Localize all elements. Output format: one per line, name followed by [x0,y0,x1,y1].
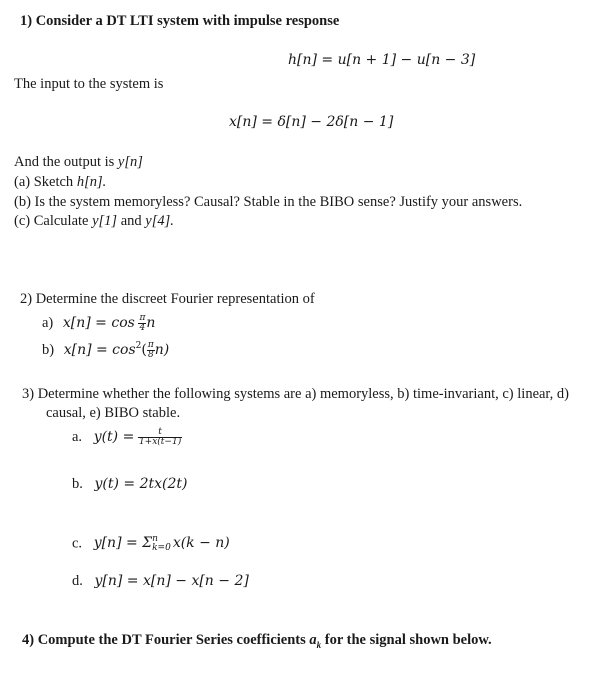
part-3a-fraction [138,428,182,447]
part-1c-var2: y[4]. [145,213,174,229]
problem-1-heading: 1) Consider a DT LTI system with impulse response [20,13,340,29]
problem-3-heading-line1: 3) Determine whether the following systems are a) memoryless, b) time-invariant, c) linear, d) [22,386,570,402]
part-1a-prefix: (a) Sketch [14,174,77,190]
part-2b-open-paren: ( [141,341,147,358]
part-2a-label: a) [42,314,54,331]
output-line [14,154,143,171]
part-2b-lhs: x[n] = cos [63,341,136,358]
part-3d [72,573,249,590]
part-2b-exponent: 2 [135,341,142,351]
part-3a [72,428,182,447]
part-2a-numerator: π [139,313,146,323]
input-equation: x[n] = δ[n] − 2δ[n − 1] [229,114,394,130]
part-2a-lhs: x[n] = cos [62,314,135,331]
part-2a-denominator: 4 [139,323,146,333]
problem-4-coef-var: a [309,632,317,648]
part-2b-denominator: 8 [147,350,154,360]
problem-4-heading [22,632,492,650]
problem-3-heading-line2: causal, e) BIBO stable. [46,405,181,421]
part-3c-limits [152,535,171,553]
part-1c-var1: y[1] [92,213,118,229]
part-3a-denominator: 1+x(t−1) [138,437,182,447]
part-3c-label: c. [72,535,83,552]
part-3c-lhs: y[n] = Σ [93,535,153,552]
part-1c-and: and [117,213,146,229]
part-2b-fraction [147,341,155,360]
impulse-response-equation: h[n] = u[n + 1] − u[n − 3] [288,52,476,68]
part-1b: (b) Is the system memoryless? Causal? Stable in the BIBO sense? Justify your answers. [14,194,523,210]
part-3b-label: b. [72,476,83,492]
output-prefix: And the output is [14,154,118,170]
part-2a [42,314,155,333]
part-3a-numerator: t [158,427,162,437]
output-var: y[n] [117,154,143,170]
part-3d-equation: y[n] = x[n] − x[n − 2] [94,573,249,589]
part-3c-lower-limit: k=0 [152,543,171,553]
part-3c-upper-limit: n [152,534,158,544]
part-2b-numerator: π [147,340,154,350]
part-3d-label: d. [72,573,83,589]
part-2a-rhs: n [146,314,156,331]
part-3c-rhs: x(k − n) [172,535,230,552]
part-3a-lhs: y(t) = [93,428,135,445]
part-1c-prefix: (c) Calculate [14,213,93,229]
problem-4-prefix: 4) Compute the DT Fourier Series coefficients [22,632,310,648]
part-3c [72,535,230,553]
part-2b-rhs: n) [154,341,170,358]
problem-2-heading: 2) Determine the discreet Fourier representation of [20,291,315,307]
input-label: The input to the system is [14,76,164,92]
part-1a-var: h[n]. [76,174,107,190]
part-3a-label: a. [72,428,83,445]
part-1c [14,213,174,230]
part-3b [72,476,187,493]
problem-4-coef-sub: k [316,639,322,650]
part-2b-label: b) [42,341,55,358]
problem-4-suffix: for the signal shown below. [321,632,492,648]
part-3b-equation: y(t) = 2tx(2t) [94,476,188,492]
part-2b [42,341,169,360]
part-1a [14,174,106,191]
